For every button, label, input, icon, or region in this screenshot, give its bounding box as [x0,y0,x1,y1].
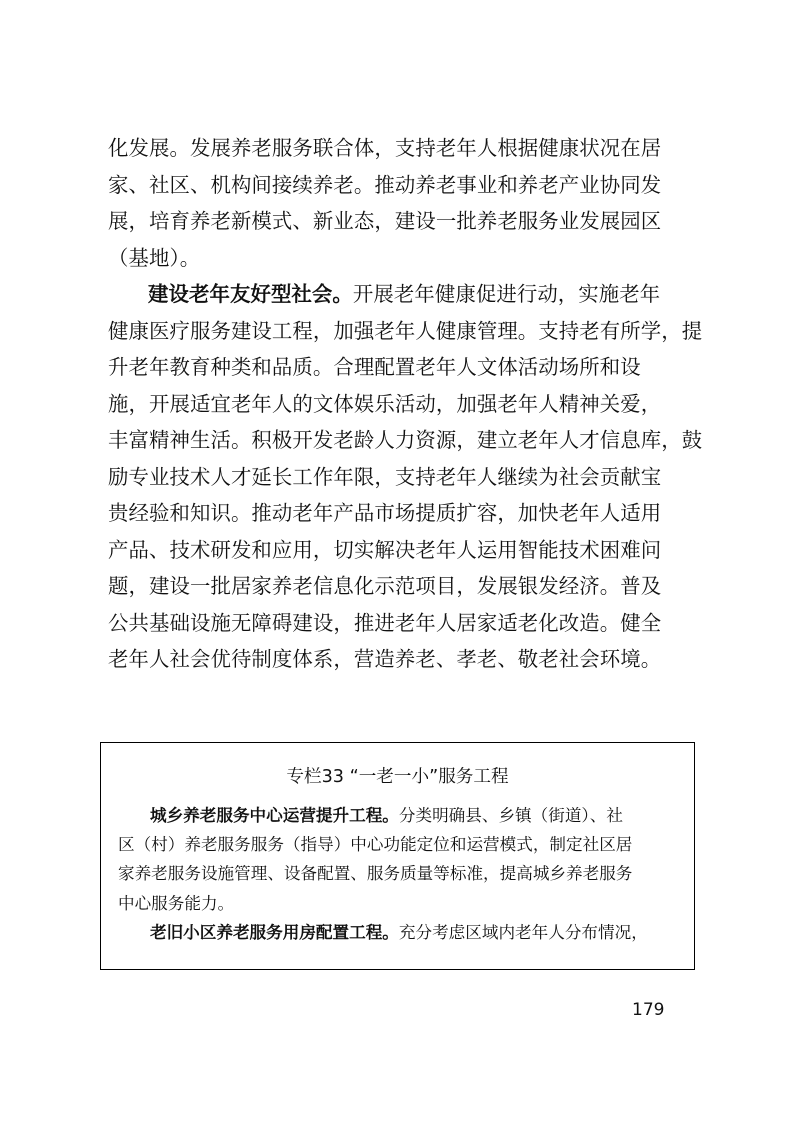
text-line: 施，开展适宜老年人的文体娱乐活动，加强老年人精神关爱， [108,391,662,416]
text-line: 题，建设一批居家养老信息化示范项目，发展银发经济。普及 [108,574,662,598]
box-text-line: 家养老服务设施管理、设备配置、服务质量等标准，提高城乡养老服务 [118,864,633,884]
text-line: 公共基础设施无障碍建设，推进老年人居家适老化改造。健全 [108,610,662,635]
text-line: 健康医疗服务建设工程，加强老年人健康管理。支持老有所学，提 [108,318,703,343]
box-paragraph-first-line [118,801,683,830]
text-line: 老年人社会优待制度体系，营造养老、孝老、敬老社会环境。 [108,647,662,671]
text-line: 升老年教育种类和品质。合理配置老年人文体活动场所和设 [108,355,641,379]
box-text-line: 中心服务能力。 [118,893,235,913]
box-text-line: 区（村）养老服务服务（指导）中心功能定位和运营模式，制定社区居 [118,835,633,855]
text-line: 励专业技术人才延长工作年限，支持老年人继续为社会贡献宝 [108,464,662,489]
text-run: 开展老年健康促进行动，实施老年 [352,282,661,306]
paragraph-first-line [108,276,693,313]
text-line: 展，培育养老新模式、新业态，建设一批养老服务业发展园区 [108,209,662,233]
text-line: （基地）。 [108,245,201,270]
text-run: 分类明确县、乡镇（街道）、社 [398,806,623,825]
main-text [108,130,703,678]
special-column-box [100,742,695,970]
box-item-heading: 城乡养老服务中心运营提升工程。 [150,805,399,825]
text-line: 产品、技术研发和应用，切实解决老年人运用智能技术困难问 [108,537,662,562]
section-heading: 建设老年友好型社会。 [148,282,353,306]
box-paragraph-first-line [118,918,683,947]
box-body [118,801,683,947]
box-title: 专栏33 “一老一小”服务工程 [286,767,509,787]
text-line: 家、社区、机构间接续养老。推动养老事业和养老产业协同发 [108,172,662,197]
text-line: 贵经验和知识。推动老年产品市场提质扩容，加快老年人适用 [108,501,662,525]
text-run: 充分考虑区域内老年人分布情况， [398,922,648,942]
page-number: 179 [632,1000,665,1020]
box-item-heading: 老旧小区养老服务用房配置工程。 [150,921,399,942]
text-line: 丰富精神生活。积极开发老龄人力资源，建立老年人才信息库，鼓 [108,428,703,452]
text-line: 化发展。发展养老服务联合体，支持老年人根据健康状况在居 [108,136,662,160]
